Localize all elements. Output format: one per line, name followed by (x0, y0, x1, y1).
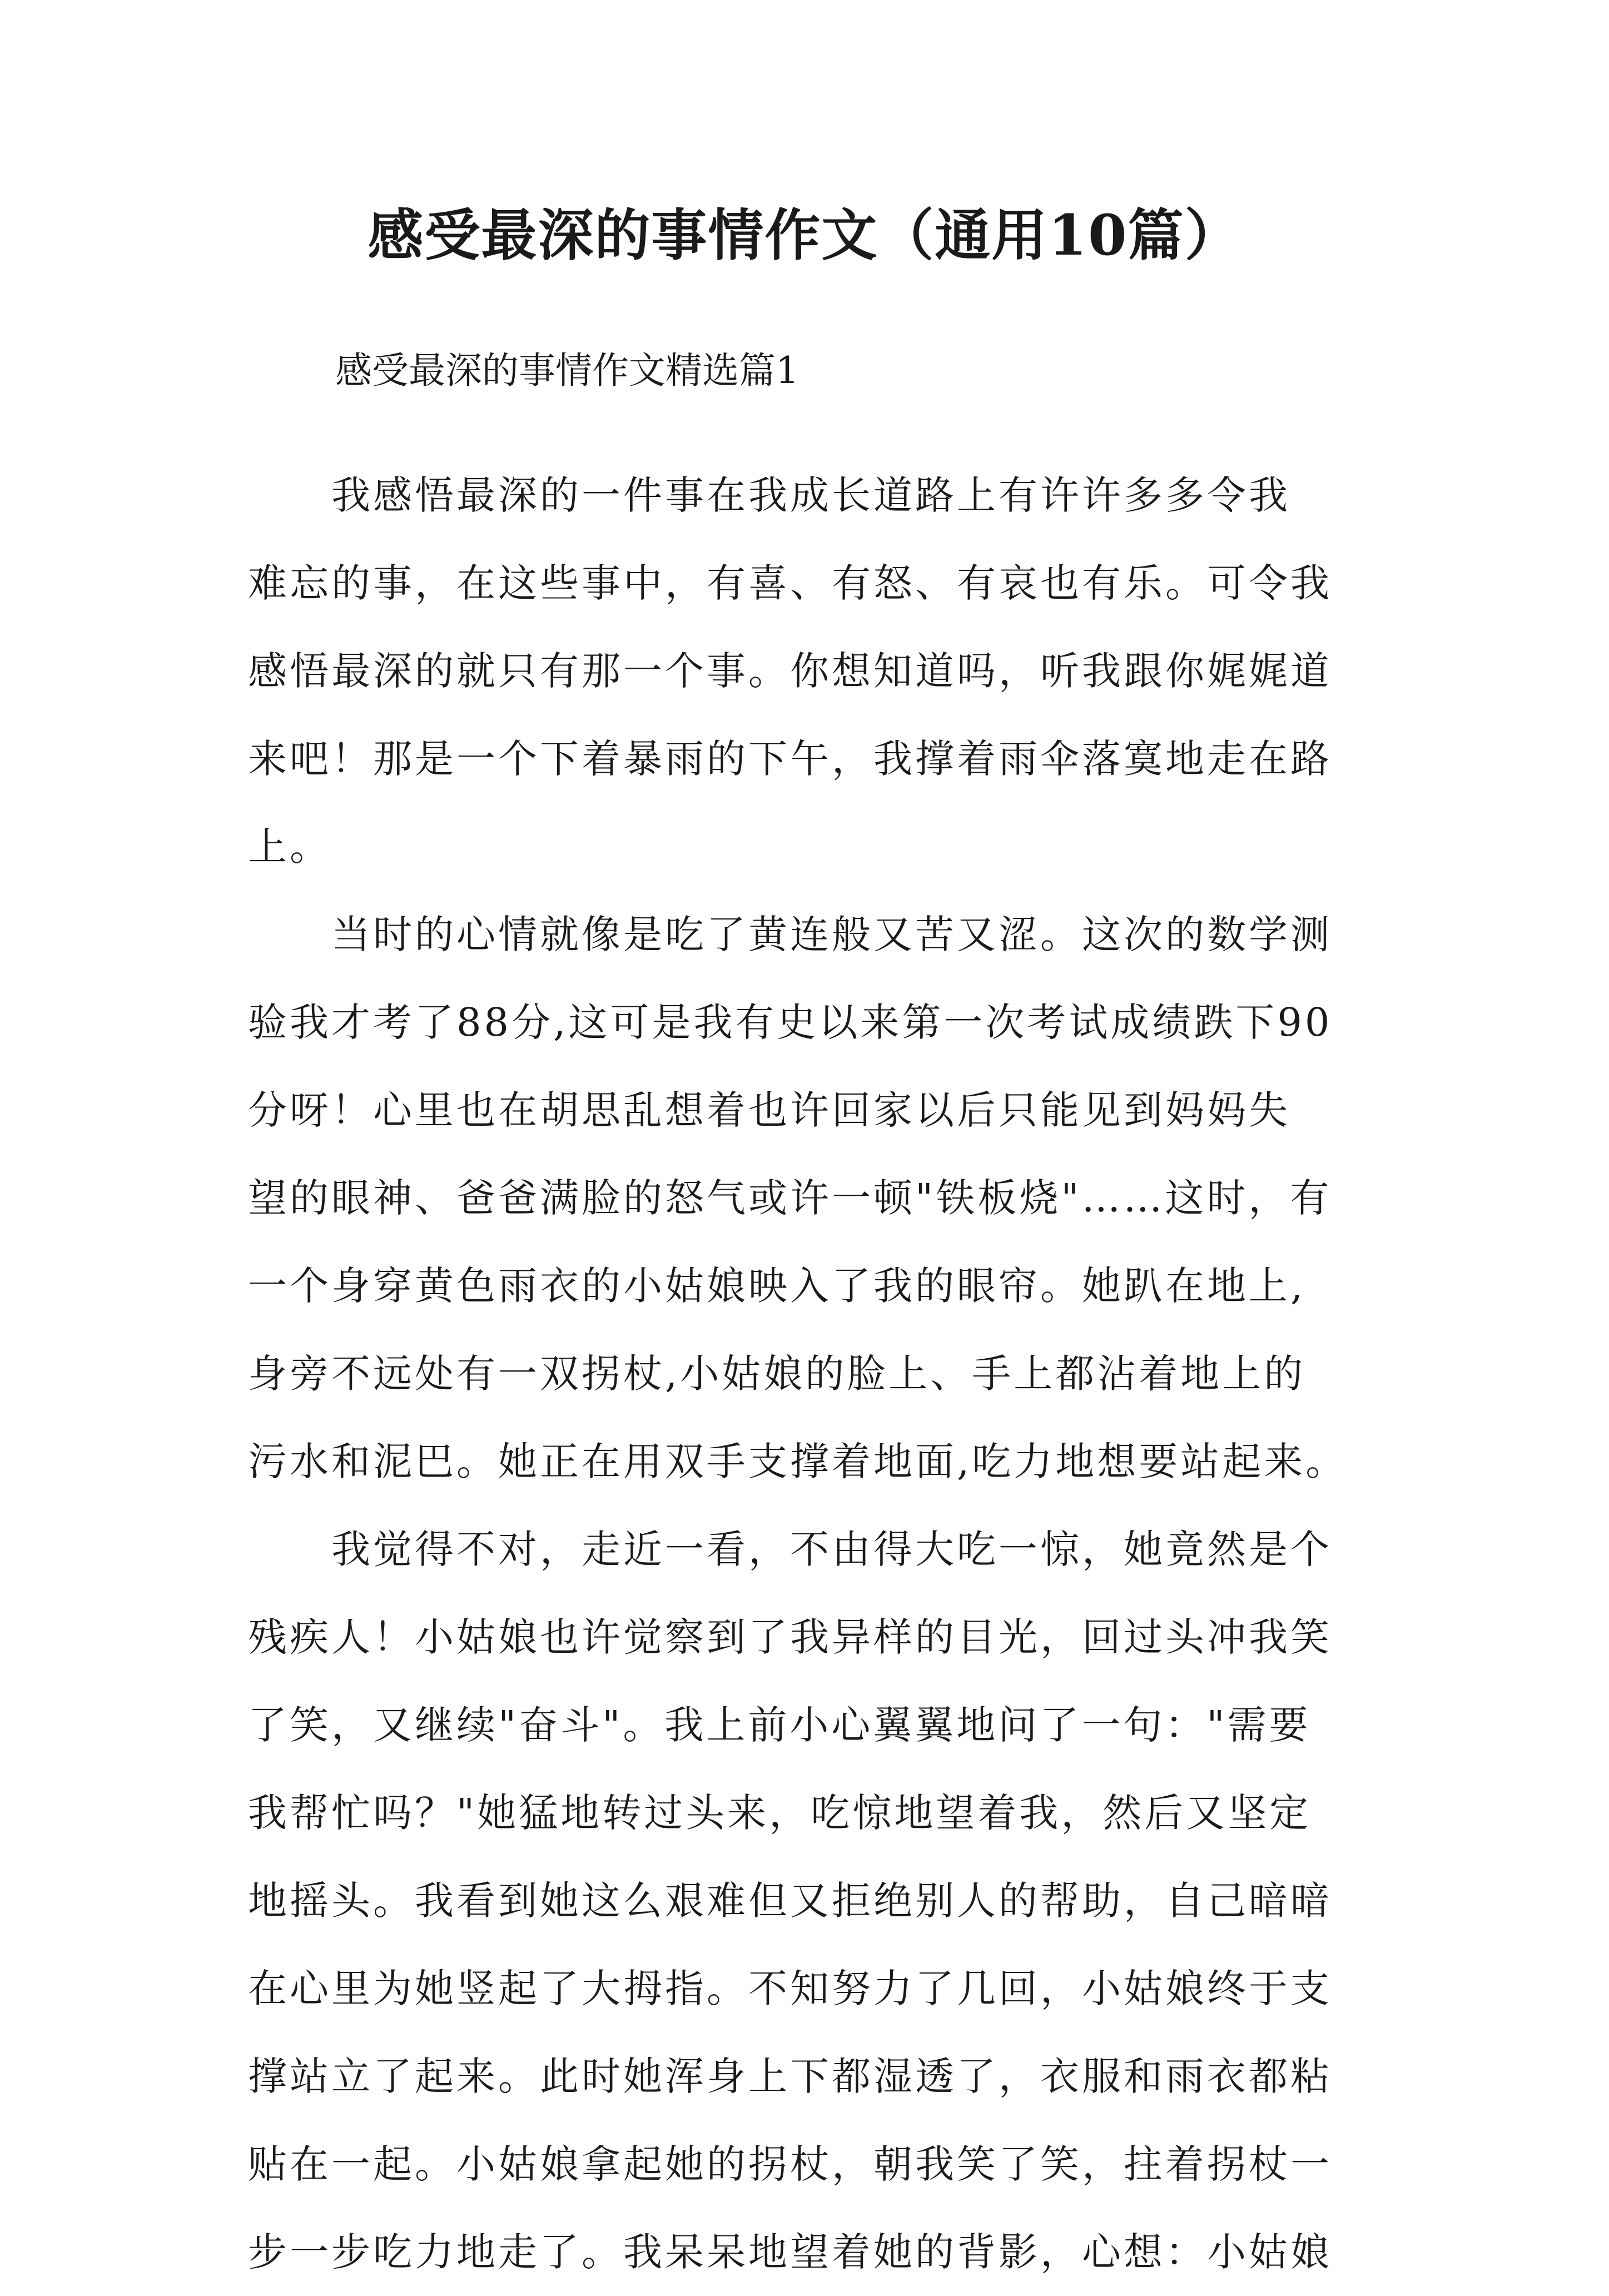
document-title: 感受最深的事情作文（通用10篇） (368, 202, 1241, 268)
paragraph: 我感悟最深的一件事在我成长道路上有许许多多令我 难忘的事，在这些事中，有喜、有怒、有哀也有乐。可令我 感悟最深的就只有那一个事。你想知道吗，听我跟你娓娓道 来吧！那是一个下着暴雨的下午，我撑着雨伞落寞地走在路 上。 (248, 473, 1332, 869)
section-heading: 感受最深的事情作文精选篇1 (335, 349, 799, 392)
paragraph: 我觉得不对，走近一看，不由得大吃一惊，她竟然是个 残疾人！小姑娘也许觉察到了我异样的目光，回过头冲我笑 了笑，又继续"奋斗"。我上前小心翼翼地问了一句："需要 我帮忙吗？"她猛地转过头来，吃惊地望着我，然后又坚定 地摇头。我看到她这么艰难但又拒绝别人的帮助，自己暗暗 在心里为她竖起了大拇指。不知努力了几回，小姑娘终于支 撑站立了起来。此时她浑身上下都湿透了，衣服和雨衣都粘 贴在一起。小姑娘拿起她的拐杖，朝我笑了笑，拄着拐杖一 步一步吃力地走了。我呆呆地望着她的背影，心想：小姑娘 (248, 1527, 1332, 2275)
paragraph: 当时的心情就像是吃了黄连般又苦又涩。这次的数学测 验我才考了88分,这可是我有史以来第一次考试成绩跌下90 分呀！心里也在胡思乱想着也许回家以后只能见到妈妈失 望的眼神、爸爸满脸的怒气或许一顿"铁板烧"……这时，有 一个身穿黄色雨衣的小姑娘映入了我的眼帘。她趴在地上, 身旁不远处有一双拐杖,小姑娘的脸上、手上都沾着地上的 污水和泥巴。她正在用双手支撑着地面,吃力地想要站起来。 (248, 912, 1348, 1484)
article-body (248, 451, 1371, 2296)
